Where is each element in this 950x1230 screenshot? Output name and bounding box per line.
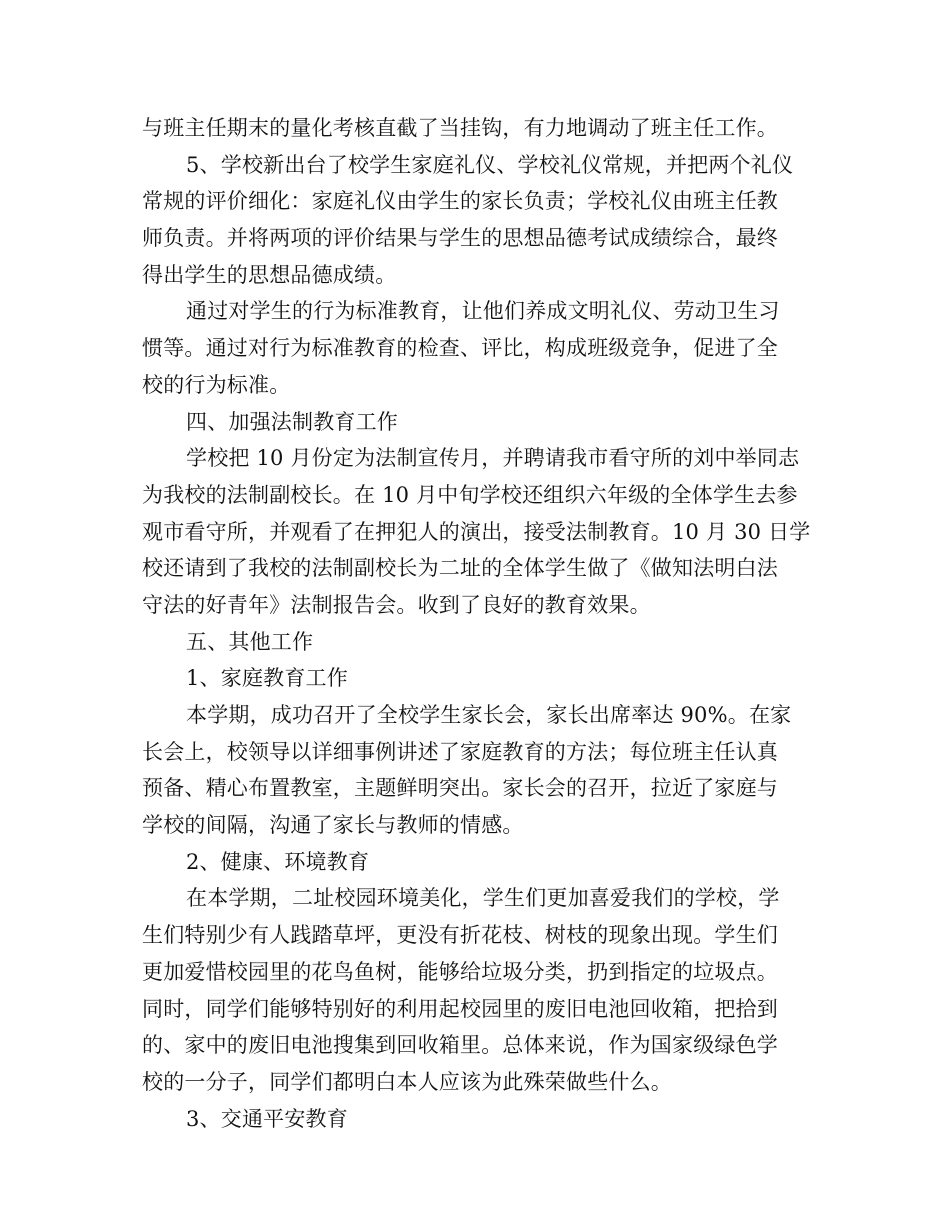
subsection-heading: 2、健康、环境教育 (186, 849, 370, 874)
text-line: 更加爱惜校园里的花鸟鱼树，能够给垃圾分类，扔到指定的垃圾点。 (142, 959, 778, 984)
text-line: 观市看守所，并观看了在押犯人的演出，接受法制教育。10 月 30 日学 (142, 519, 811, 544)
text-line: 预备、精心布置教室，主题鲜明突出。家长会的召开，拉近了家庭与 (142, 776, 778, 801)
document-body (142, 110, 814, 1137)
text-line: 的、家中的废旧电池搜集到回收箱里。总体来说，作为国家级绿色学 (142, 1033, 778, 1058)
section-heading: 五、其他工作 (186, 629, 314, 654)
text-line: 校的行为标准。 (142, 372, 291, 397)
paragraph-start-line: 本学期，成功召开了全校学生家长会，家长出席率达 90%。在家 (186, 703, 792, 727)
paragraph-start-line: 5、学校新出台了校学生家庭礼仪、学校礼仪常规，并把两个礼仪 (186, 152, 794, 177)
text-line: 与班主任期末的量化考核直截了当挂钩，有力地调动了班主任工作。 (142, 116, 778, 140)
text-line: 师负责。并将两项的评价结果与学生的思想品德考试成绩综合，最终 (142, 226, 778, 251)
paragraph-start-line: 学校把 10 月份定为法制宣传月，并聘请我市看守所的刘中举同志 (186, 446, 800, 471)
subsection-heading: 1、家庭教育工作 (186, 666, 348, 691)
text-line: 同时，同学们能够特别好的利用起校园里的废旧电池回收箱，把拾到 (142, 996, 778, 1021)
section-heading: 四、加强法制教育工作 (186, 409, 398, 434)
text-line: 守法的好青年》法制报告会。收到了良好的教育效果。 (142, 592, 651, 617)
text-line: 为我校的法制副校长。在 10 月中旬学校还组织六年级的全体学生去参 (142, 482, 798, 507)
text-line: 常规的评价细化：家庭礼仪由学生的家长负责；学校礼仪由班主任教 (142, 189, 778, 214)
text-line: 长会上，校领导以详细事例讲述了家庭教育的方法；每位班主任认真 (142, 739, 778, 764)
paragraph-start-line: 通过对学生的行为标准教育，让他们养成文明礼仪、劳动卫生习 (186, 299, 780, 324)
text-line: 得出学生的思想品德成绩。 (142, 262, 397, 287)
text-line: 校还请到了我校的法制副校长为二址的全体学生做了《做知法明白法 (142, 556, 778, 581)
paragraph-start-line: 在本学期，二址校园环境美化，学生们更加喜爱我们的学校，学 (186, 886, 780, 911)
text-line: 学校的间隔，沟通了家长与教师的情感。 (142, 813, 524, 838)
text-line: 惯等。通过对行为标准教育的检查、评比，构成班级竞争，促进了全 (142, 336, 778, 361)
text-line: 校的一分子，同学们都明白本人应该为此殊荣做些什么。 (142, 1069, 672, 1094)
subsection-heading: 3、交通平安教育 (186, 1106, 348, 1131)
text-line: 生们特别少有人践踏草坪，更没有折花枝、树枝的现象出现。学生们 (142, 923, 778, 948)
